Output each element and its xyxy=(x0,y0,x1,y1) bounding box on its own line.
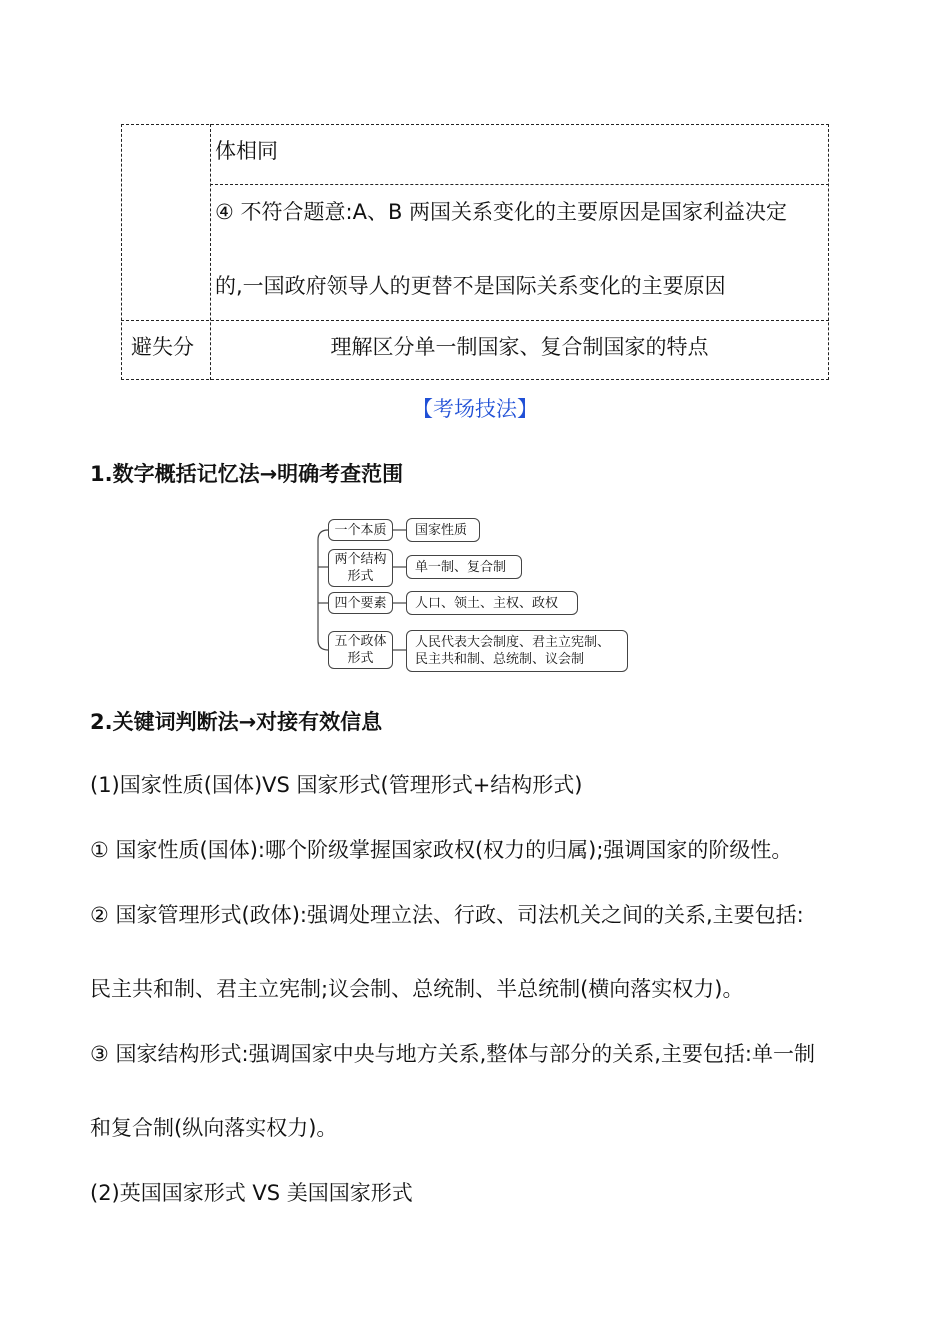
node-label: 形式 xyxy=(347,651,374,666)
mind-map-node-right xyxy=(406,555,522,579)
paragraph-1: (1)国家性质(国体)VS 国家形式(管理形式+结构形式) xyxy=(90,773,583,797)
heading-2: 2.关键词判断法→对接有效信息 xyxy=(90,710,383,734)
paragraph-3-line2: 民主共和制、君主立宪制;议会制、总统制、半总统制(横向落实权力)。 xyxy=(90,977,744,1001)
node-label: 单一制、复合制 xyxy=(415,559,507,575)
mind-map-node-left xyxy=(328,549,393,587)
mind-map-node-left xyxy=(328,592,393,614)
table-row3-text: 理解区分单一制国家、复合制国家的特点 xyxy=(330,335,709,359)
node-label: 人民代表大会制度、君主立宪制、 xyxy=(415,635,611,650)
node-label: 一个本质 xyxy=(334,522,387,538)
table-row3-label: 避失分 xyxy=(131,335,194,359)
section-title: 【考场技法】 xyxy=(412,397,538,421)
paragraph-4-line1: ③ 国家结构形式:强调国家中央与地方关系,整体与部分的关系,主要包括:单一制 xyxy=(90,1042,815,1066)
paragraph-5: (2)英国国家形式 VS 美国国家形式 xyxy=(90,1181,413,1205)
node-label: 人口、领土、主权、政权 xyxy=(415,595,559,611)
node-label: 民主共和制、总统制、议会制 xyxy=(415,652,585,667)
mind-map-node-left xyxy=(328,519,393,541)
node-label: 两个结构 xyxy=(334,552,387,567)
node-label: 国家性质 xyxy=(415,522,468,538)
paragraph-4-line2: 和复合制(纵向落实权力)。 xyxy=(90,1116,338,1140)
table-row1-text: 体相同 xyxy=(215,139,278,163)
mind-map-node-right xyxy=(406,518,480,542)
heading-1: 1.数字概括记忆法→明确考查范围 xyxy=(90,462,404,486)
table-row2-line2: 的,一国政府领导人的更替不是国际关系变化的主要原因 xyxy=(215,274,726,298)
mind-map-node-right xyxy=(406,591,578,615)
paragraph-3-line1: ② 国家管理形式(政体):强调处理立法、行政、司法机关之间的关系,主要包括: xyxy=(90,903,804,927)
node-label: 五个政体 xyxy=(334,634,387,649)
mind-map-node-right xyxy=(406,630,628,672)
node-label: 形式 xyxy=(347,569,374,584)
mind-map-node-left xyxy=(328,631,393,669)
table-row2-line1: ④ 不符合题意:A、B 两国关系变化的主要原因是国家利益决定 xyxy=(215,200,788,224)
paragraph-2: ① 国家性质(国体):哪个阶级掌握国家政权(权力的归属);强调国家的阶级性。 xyxy=(90,838,793,862)
node-label: 四个要素 xyxy=(334,595,387,611)
